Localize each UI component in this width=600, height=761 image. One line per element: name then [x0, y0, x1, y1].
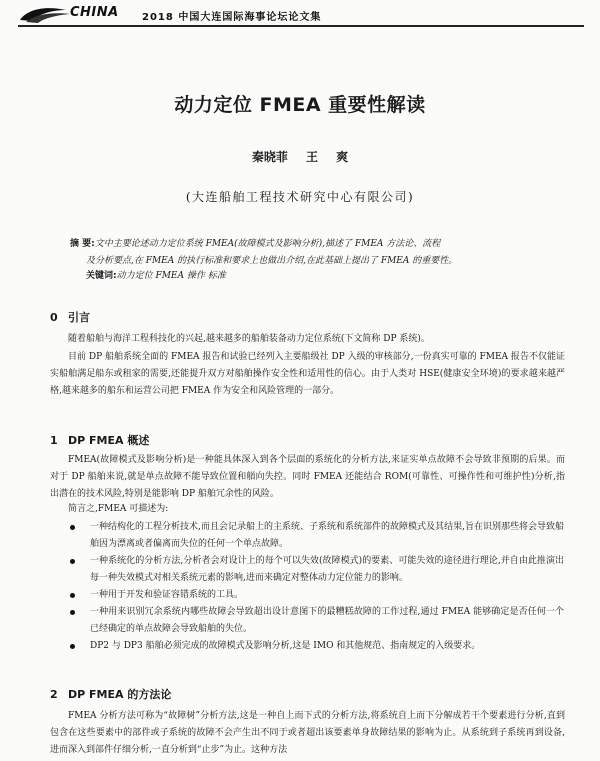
list-item-text: 一种用来识别冗余系统内哪些故障会导致超出设计意图下的最糟糕故障的工作过程,通过 FMEA 能够确定是否任何一个已经确定的单点故障会导致船舶的失位。	[90, 607, 564, 634]
paper-title: 动力定位 FMEA 重要性解读	[174, 94, 426, 116]
keywords-label: 关键词:	[86, 271, 117, 281]
keywords	[86, 269, 556, 283]
paper-authors: 秦晓菲 王 爽	[251, 150, 349, 164]
section-title: DP FMEA 概述	[68, 434, 150, 447]
bullet-icon	[70, 525, 75, 530]
abstract-text-line2: 及分析要点,在 FMEA 的执行标准和要求上也做出介绍,在此基础上提出了 FMEA 的重要性。	[86, 256, 458, 266]
bullet-icon	[70, 644, 75, 649]
section-heading	[50, 309, 90, 325]
list-item-text: DP2 与 DP3 船舶必须完成的故障模式及影响分析,这是 IMO 和其他规范、指南规定的入级要求。	[90, 641, 481, 651]
bullet-list	[70, 519, 564, 655]
abstract	[70, 236, 540, 270]
section-title: DP FMEA 的方法论	[68, 688, 172, 701]
header-divider	[18, 25, 584, 27]
body-paragraph: 简言之,FMEA 可描述为:	[68, 504, 169, 514]
paper-affiliation: (大连船舶工程技术研究中心有限公司)	[185, 190, 415, 204]
body-paragraph: FMEA(故障模式及影响分析)是一种能具体深入到各个层面的系统化的分析方法,来证实单点故障不会导致非预期的后果。而对于 DP 船舶来说,就是单点故障不能导致位置和艏向失控。同时 FMEA 还能结合 ROM(可靠性、可操作性和可维护性)分析,指出潜在的技术风险,特别是能影响 DP 船舶冗余性的风险。	[50, 455, 565, 499]
list-item	[70, 638, 564, 655]
list-item	[70, 519, 564, 553]
section-heading	[50, 686, 171, 702]
bullet-icon	[70, 593, 75, 598]
section-number: 2	[50, 688, 58, 701]
list-item-text: 一种用于开发和验证容错系统的工具。	[90, 590, 244, 600]
list-item-text: 一种系统化的分析方法,分析者会对设计上的每个可以失效(故障模式)的要素、可能失效的途径进行理论,并自由此推演出每一种失效模式对相关系统元素的影响,进而来确定对整体动力定位能力的影响。	[90, 556, 564, 583]
body-paragraph: FMEA 分析方法可称为“故障树”分析方法,这是一种自上而下式的分析方法,将系统自上而下分解成若干个要素进行分析,直到包含在这些要素中的部件或子系统的故障不会产生出不同于或者超出该要素单身故障结果的影响为止。从系统到子系统再到设备,进而深入到部件仔细分析,一直分析到“止步”为止。这种方法	[50, 711, 565, 755]
section-heading	[50, 432, 149, 448]
bullet-icon	[70, 559, 75, 564]
list-item	[70, 604, 564, 638]
section-number: 1	[50, 434, 58, 447]
forum-logo	[18, 4, 126, 24]
logo-swoosh-icon	[18, 4, 78, 24]
list-item	[70, 587, 564, 604]
list-item-text: 一种结构化的工程分析技术,而且会记录船上的主系统、子系统和系统部件的故障模式及其结果,旨在识别那些将会导致船舶因为漂离或者偏离而失位的任何一个单点故障。	[90, 522, 564, 549]
bullet-icon	[70, 610, 75, 615]
running-header	[18, 4, 584, 26]
list-item	[70, 553, 564, 587]
logo-text: CHINA	[70, 5, 119, 20]
abstract-text-line1: 文中主要论述动力定位系统 FMEA(故障模式及影响分析),描述了 FMEA 方法论、流程	[94, 239, 441, 249]
abstract-label: 摘 要:	[70, 239, 95, 249]
body-paragraph: 目前 DP 船舶系统全面的 FMEA 报告和试验已经列入主要船级社 DP 入级的审核部分,一份真实可靠的 FMEA 报告不仅能证实船舶满足船东或租家的需要,还能提升双方对船舶操作安全性和适用性的信心。由于人类对 HSE(健康安全环境)的要求越来越严格,越来越多的船东和运营公司把 FMEA 作为安全和风险管理的一部分。	[50, 352, 565, 396]
body-paragraph: 随着船舶与海洋工程科技化的兴起,越来越多的船舶装备动力定位系统(下文简称 DP 系统)。	[68, 334, 430, 344]
keywords-text: 动力定位 FMEA 操作 标准	[116, 271, 226, 281]
section-number: 0	[50, 311, 58, 324]
series-title: 2018 中国大连国际海事论坛论文集	[142, 12, 322, 23]
section-title: 引言	[68, 311, 90, 324]
